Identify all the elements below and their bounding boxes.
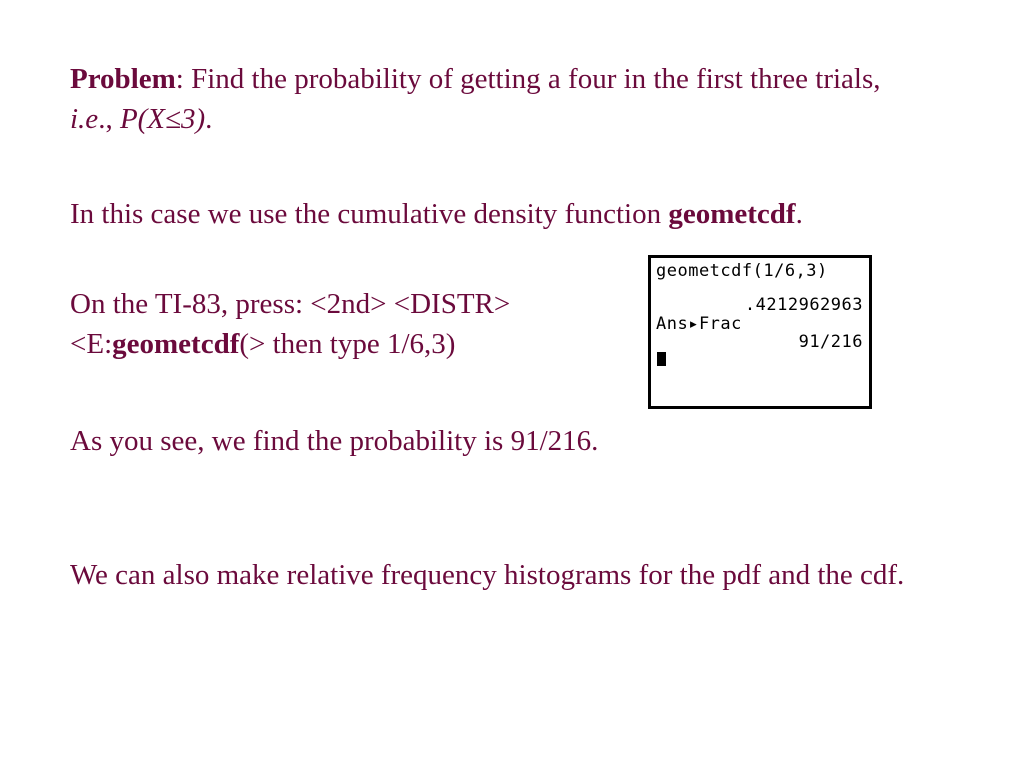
instructions-function-name: geometcdf bbox=[112, 328, 240, 360]
problem-end: . bbox=[205, 103, 213, 135]
ie-abbrev: i.e bbox=[70, 103, 99, 135]
cdf-end: . bbox=[795, 198, 803, 230]
probability-expression: P(X≤3) bbox=[119, 103, 206, 135]
cdf-paragraph bbox=[70, 194, 970, 234]
problem-text: Find the probability of getting a four in the first three trials, bbox=[191, 63, 881, 95]
calculator-input-line: geometcdf(1/6,3) bbox=[656, 261, 828, 281]
calculator-screen bbox=[648, 255, 872, 409]
cdf-text: In this case we use the cumulative density function bbox=[70, 198, 669, 230]
problem-separator: : bbox=[175, 63, 192, 95]
problem-label: Problem bbox=[70, 63, 176, 95]
function-name: geometcdf bbox=[668, 198, 796, 230]
problem-paragraph bbox=[70, 59, 890, 139]
instructions-paragraph bbox=[70, 284, 630, 364]
calculator-decimal-result: .4212962963 bbox=[744, 295, 863, 315]
ie-punct: ., bbox=[98, 103, 120, 135]
result-paragraph: As you see, we find the probability is 91/216. bbox=[70, 425, 599, 457]
calculator-fraction-result: 91/216 bbox=[798, 332, 863, 352]
calculator-frac-command: Ans▸Frac bbox=[656, 314, 742, 334]
instructions-text: On the TI-83, press: <2nd> <DISTR> <E: bbox=[70, 288, 511, 360]
instructions-end: (> then type 1/6,3) bbox=[239, 328, 456, 360]
histogram-paragraph: We can also make relative frequency histograms for the pdf and the cdf. bbox=[70, 559, 905, 591]
calculator-cursor-icon bbox=[657, 352, 666, 366]
